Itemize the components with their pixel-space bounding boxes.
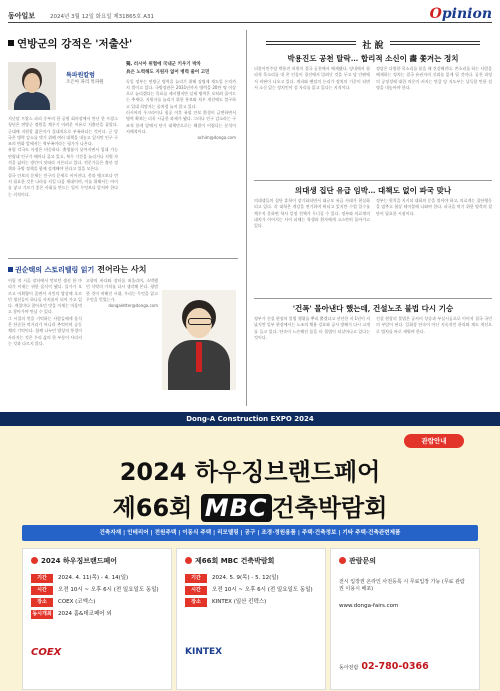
coex-logo: COEX <box>31 647 62 658</box>
column-subhead: 獨, 러시아 위협에 국내군 키우기 박차 <box>126 62 201 67</box>
inquiry-phone: 동아전람 02-780-0366 <box>339 661 429 672</box>
inquiry-text: 전시 입장권 온라인 사전등록 시 무료입장 가능 (무료 관람권 이용시 배포) <box>339 579 465 592</box>
section-title: Opinion <box>429 6 492 22</box>
kintex-logo: KINTEX <box>185 647 223 657</box>
story-heading: 권순택의 스토리텔링 읽기 전어라는 사치 <box>8 264 146 275</box>
newspaper-name: 동아일보 <box>8 11 36 20</box>
inquiry-title: 관람문의 <box>339 556 376 566</box>
editorial-title-1: 박용진도 공천 탈락… 합리적 소신이 畵 쫓겨는 정치 <box>287 54 459 63</box>
column-body-2: 獨, 러시아 위협에 국내군 키우기 박차 兵은 노력해도 지원자 없어 병력 줄어 고민 독일 정부는 연방군 병력을 늘리기 위해 징병제 재도입 논의까지 벌이고 있다. 국방장관은 2031년까지 병력을 20만 명 이상으로 늘리겠다는 목표를 제시했지만 실제 병력은 오히려 줄어드는 추세다. 지원자를 늘리기 위한 홍보와 처우 개선에도 불구하고 입대 희망자는 좀처럼 늘지 않고 있다. 러시아의 우크라이나 침공 이후 유럽 안보 환경이 급변하면서 병력 확보는 더욱 시급한 과제가 됐다. 그러나 인구 감소라는 구조적 한계 앞에서 단기 대책만으로는 해결이 어렵다는 분석이 지배적이다. achim@donga.com <box>126 62 236 141</box>
category-bar: 건축자재 | 인테리어 | 전원주택 | 이동식 주택 | 리모델링 | 공구 | 조경·정원용품 | 주택·건축정보 | 기타 주택·건축관련제품 <box>22 525 478 541</box>
expo-title-2: 제66회 MBC 건축박람회 <box>112 494 388 522</box>
editorial-body-2b: 정부는 원칙을 지키되 대화의 문을 열어야 하고, 의료계는 집단행동을 멈추고 협상 테이블에 나와야 한다. 파국을 막기 위한 양측의 결단이 필요한 시점이다. <box>376 198 492 216</box>
editorial-body-1b: 정당은 다양한 목소리를 품을 때 건강해진다. 쓴소리를 하는 사람을 배제하는 정치는 결국 유권자의 신뢰를 잃게 될 것이다. 공천 과정의 공정성에 대한 의문이 커지는 만큼 당 지도부는 납득할 만한 설명을 내놓아야 한다. <box>376 66 492 90</box>
editorial-body-1a: 더불어민주당 박용진 의원이 결국 공천에서 배제됐다. 당내에서 합리적 목소리를 내 온 인물이 경선에서 밀려난 것을 두고 당 안팎에서 비판이 나오고 있다. 계파와 팬덤의 논리가 정치의 기준이 되면서 소신 있는 정치인이 설 자리를 잃고 있다는 지적이다. <box>254 66 370 90</box>
story-email: dongaletter@donga.com <box>108 303 158 309</box>
issue-date: 2024년 3월 12일 화요일 제31865호 A31 <box>50 14 154 20</box>
story-body-1: 어릴 적 시골 장터에서 맛보던 생선 한 마리가 이제는 귀한 음식이 됐다. 물가가 오르고 어획량이 줄면서 서민의 밥상에 오르던 생선들이 하나둘 사치품이 되어 가고 있다. 계절마다 찾아오던 맛을 이제는 마음먹고 찾아가야 만날 수 있다. 그 시절의 맛을 기억하는 사람들에게 음식은 단순한 먹거리가 아니라 추억이며 공동체의 기억이다. 함께 나누던 밥상의 풍경이 사라지는 것은 우리 삶의 한 부분이 사라지는 것과 다르지 않다. <box>8 278 82 346</box>
bullet-icon <box>185 557 192 564</box>
column-title: 연방군의 강적은 '저출산' <box>8 36 238 51</box>
fair1-box: 2024 하우징브랜드페어 기간 2024. 4. 11(목) - 4. 14(일) 시간 오전 10시 ~ 오후 6시 (전 일요일도 동일) 장소 COEX (코엑스) 동시개최 2024 홈&데코페어 외 COEX <box>22 548 172 690</box>
editorial-label: 社 說 <box>254 38 492 51</box>
fair2-box: 제66회 MBC 건축박람회 기간 2024. 5. 9(목) - 5. 12(일) 시간 오전 10시 ~ 오후 6시 (전 일요일도 동일) 장소 KINTEX (일산 킨텍스) KINTEX <box>176 548 326 690</box>
editorial-body-3a: 정부가 건설 현장의 불법 행위를 뿌리 뽑겠다고 선언한 지 1년이 지났지만 일부 현장에서는 노조의 채용 강요와 공사 방해가 다시 고개를 들고 있다. 단속이 느슨해진 틈을 타 불법이 되살아나고 있다는 것이다. <box>254 316 370 340</box>
expo-advertisement <box>0 412 500 691</box>
bullet-icon <box>339 557 346 564</box>
fair1-place: COEX (코엑스) <box>58 599 96 605</box>
visit-info-badge: 관람안내 <box>404 434 464 448</box>
fair1-period: 2024. 4. 11(목) - 4. 14(일) <box>58 575 129 581</box>
fair2-place: KINTEX (일산 킨텍스) <box>212 599 267 605</box>
bullet-icon <box>31 557 38 564</box>
inquiry-box <box>330 548 480 690</box>
inquiry-url[interactable]: www.donga-fairs.com <box>339 603 399 609</box>
fair2-title: 제66회 MBC 건축박람회 <box>185 556 274 566</box>
column-label: 특파원칼럼 <box>66 72 95 79</box>
fair1-title: 2024 하우징브랜드페어 <box>31 556 117 566</box>
editorial-title-2: 의대생 집단 유급 임박… 대책도 없이 파국 맞나 <box>294 186 452 195</box>
author-illustration <box>162 290 236 390</box>
expo-banner: Dong-A Construction EXPO 2024 <box>0 412 500 426</box>
column-body-1: 지난달 프랑스 파리 중부의 한 공원 회의장에서 만난 한 프랑스 청년은 연방군 정원을 채우기 어려운 이유로 저출산을 꼽았다. 군대에 지원할 젊은이가 절대적으로 부족하다는 것이다. 군 당국은 병력 감소를 막기 위해 여러 대책을 내놓고 있지만 인구 구조의 변화 앞에서는 역부족이라는 평가가 나온다. 유럽 각국도 사정은 비슷하다. 출생률이 낮아지면서 입대 가능 연령대 인구가 해마다 줄고 있고, 복무 기간을 늘리거나 지원 자격을 넓히는 방안이 잇따라 거론되고 있다. 전문가들은 출산 정책과 국방 정책을 함께 설계해야 한다고 입을 모은다. 결국 안보의 문제는 인구의 문제로 이어진다. 총과 탱크보다 먼저 필요한 것은 나라를 지킬 다음 세대이며, 이를 위해서는 아이를 낳고 기르기 좋은 사회를 만드는 일이 무엇보다 앞서야 한다는 지적이다. <box>8 116 118 197</box>
fair2-period: 2024. 5. 9(목) - 5. 12(일) <box>212 575 279 581</box>
author-name: 조은아 파리 특파원 <box>66 80 104 85</box>
mbc-logo: MBC <box>201 494 272 522</box>
square-icon <box>8 40 14 46</box>
editorial-body-2a: 의대생들의 집단 휴학이 장기화되면서 대규모 유급 사태가 현실화되고 있다. 각 대학은 개강을 연기하며 버티고 있지만 수업 일수를 채우지 못하면 학사 일정 전체가 무너질 수 있다. 정부와 의료계의 대치가 이어지는 사이 피해는 학생과 환자에게 고스란히 돌아가고 있다. <box>254 198 370 229</box>
editorial-title-3: '건폭' 몰아낸다 했는데, 건설노조 불법 다시 기승 <box>292 304 454 313</box>
expo-title-1: 2024 하우징브랜드페어 <box>119 458 381 486</box>
author-photo <box>8 62 56 110</box>
column-subhead-2: 兵은 노력해도 지원자 없어 병력 줄어 고민 <box>126 70 210 76</box>
fair2-time: 오전 10시 ~ 오후 6시 (전 일요일도 동일) <box>212 587 313 593</box>
story-body-2: 고향의 바다와 장터를 떠올리며, 소박했던 식탁의 가치를 다시 생각해 본다. 평범한 것이 귀해진 시대, 우리는 무엇을 잃고 무엇을 얻었는가. dongaletter@donga.com <box>86 278 158 309</box>
fair1-time: 오전 10시 ~ 오후 6시 (전 일요일도 동일) <box>58 587 159 593</box>
fair1-host: 2024 홈&데코페어 외 <box>58 611 112 617</box>
editorial-body-3b: 건설 현장의 불법은 공사비 상승과 부실시공으로 이어져 결국 국민의 부담이 된다. 일회성 단속이 아닌 지속적인 관리와 제도 개선으로 법치를 바로 세워야 한다. <box>376 316 492 334</box>
column-email: achim@donga.com <box>197 135 236 141</box>
page-header <box>8 6 492 23</box>
